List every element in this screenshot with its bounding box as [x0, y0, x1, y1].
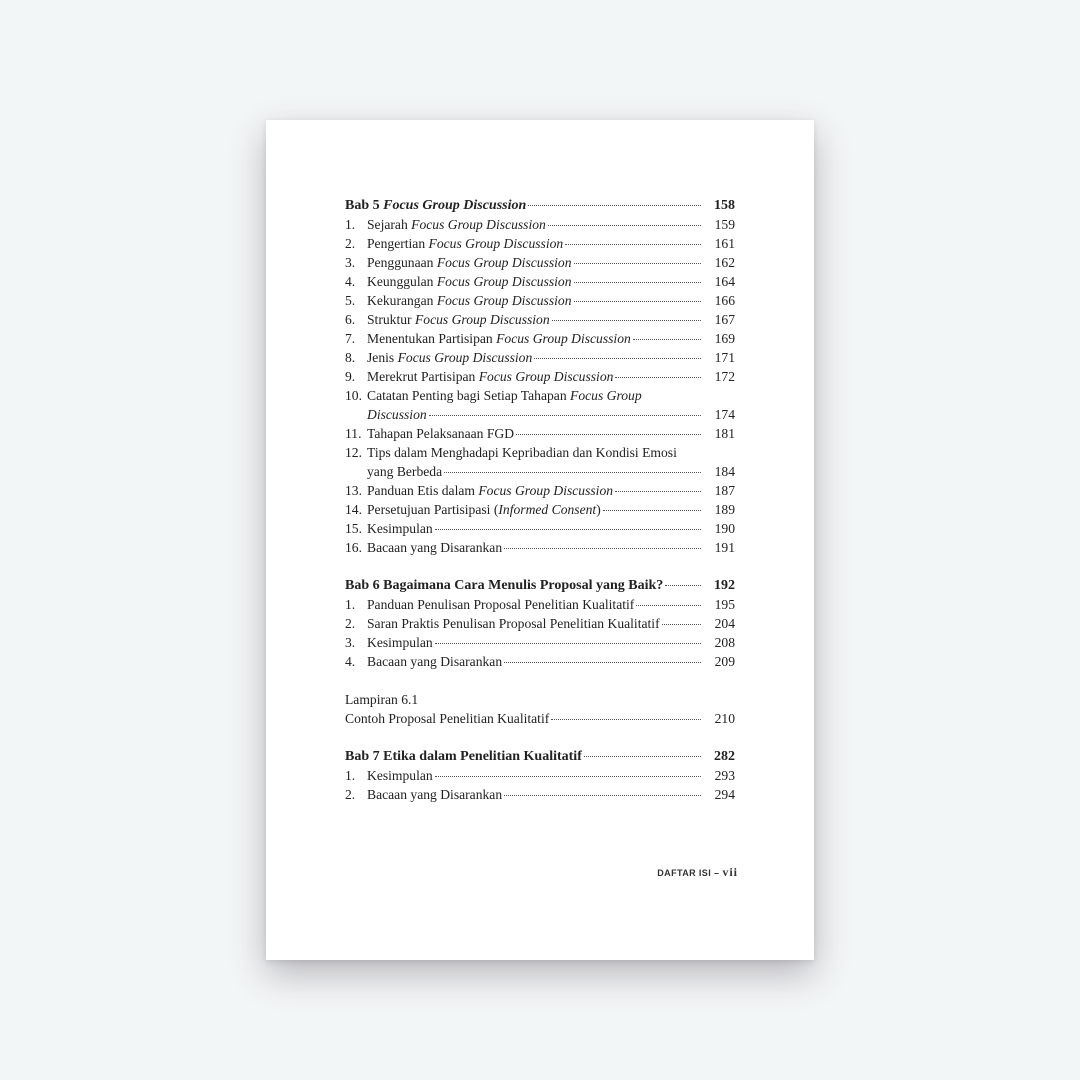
- toc-entry: 7. Menentukan Partisipan Focus Group Discussion 169: [345, 331, 735, 346]
- dot-leader: [548, 225, 701, 226]
- toc-entry: 9. Merekrut Partisipan Focus Group Discussion 172: [345, 369, 735, 384]
- toc-entry: 15. Kesimpulan 190: [345, 521, 735, 536]
- dot-leader: [574, 263, 701, 264]
- toc-entry: 11. Tahapan Pelaksanaan FGD 181: [345, 426, 735, 441]
- page-number: 192: [714, 578, 735, 593]
- toc-chapter-7: [345, 747, 735, 766]
- toc-entry: 3. Penggunaan Focus Group Discussion 162: [345, 255, 735, 270]
- dot-leader: [574, 282, 701, 283]
- toc-entry: 10. Catatan Penting bagi Setiap Tahapan Focus Group: [345, 388, 642, 403]
- dot-leader: [435, 776, 701, 777]
- dot-leader: [574, 301, 701, 302]
- toc-entry: 1. Sejarah Focus Group Discussion 159: [345, 217, 735, 232]
- chapter-title: Bab 6 Bagaimana Cara Menulis Proposal yang Baik?: [345, 578, 664, 593]
- page-number: 282: [714, 749, 735, 764]
- dot-leader: [603, 510, 701, 511]
- dot-leader: [444, 472, 701, 473]
- page-number-roman: vii: [722, 865, 738, 879]
- appendix-heading: Lampiran 6.1: [345, 692, 419, 707]
- dot-leader: [565, 244, 701, 245]
- dot-leader: [552, 320, 701, 321]
- dot-leader: [504, 548, 701, 549]
- book-page: [266, 120, 814, 960]
- dot-leader: [504, 662, 701, 663]
- page-number: 158: [714, 198, 735, 213]
- toc-entry: 6. Struktur Focus Group Discussion 167: [345, 312, 735, 327]
- dot-leader: [662, 624, 701, 625]
- toc-entry: 4. Keunggulan Focus Group Discussion 164: [345, 274, 735, 289]
- dot-leader: [516, 434, 701, 435]
- toc-entry: 3. Kesimpulan 208: [345, 635, 735, 650]
- dot-leader: [429, 415, 701, 416]
- table-of-contents: [345, 196, 735, 804]
- dot-leader: [504, 795, 701, 796]
- dot-leader: [435, 643, 701, 644]
- toc-entry: 13. Panduan Etis dalam Focus Group Discussion 187: [345, 483, 735, 498]
- dot-leader: [665, 585, 701, 586]
- footer-separator: –: [711, 868, 723, 878]
- dot-leader: [636, 605, 701, 606]
- toc-entry: 1. Panduan Penulisan Proposal Penelitian Kualitatif 195: [345, 597, 735, 612]
- dot-leader: [435, 529, 701, 530]
- toc-entry: 2. Saran Praktis Penulisan Proposal Penelitian Kualitatif 204: [345, 616, 735, 631]
- toc-entry: 5. Kekurangan Focus Group Discussion 166: [345, 293, 735, 308]
- dot-leader: [534, 358, 701, 359]
- dot-leader: [633, 339, 701, 340]
- toc-chapter-5: [345, 196, 735, 215]
- dot-leader: [528, 205, 701, 206]
- toc-entry: 4. Bacaan yang Disarankan 209: [345, 654, 735, 669]
- chapter-title: Bab 5 Focus Group Discussion: [345, 198, 527, 213]
- toc-entry-continuation: Discussion 174: [367, 407, 735, 422]
- dot-leader: [551, 719, 701, 720]
- toc-entry: 8. Jenis Focus Group Discussion 171: [345, 350, 735, 365]
- toc-entry-appendix: Contoh Proposal Penelitian Kualitatif 210: [345, 711, 735, 726]
- page-footer: [657, 865, 738, 880]
- toc-entry: 2. Pengertian Focus Group Discussion 161: [345, 236, 735, 251]
- toc-entry: 1. Kesimpulan 293: [345, 768, 735, 783]
- toc-entry-continuation: yang Berbeda 184: [367, 464, 735, 479]
- chapter-title: Bab 7 Etika dalam Penelitian Kualitatif: [345, 749, 582, 764]
- toc-entry: 16. Bacaan yang Disarankan 191: [345, 540, 735, 555]
- dot-leader: [615, 491, 701, 492]
- dot-leader: [584, 756, 701, 757]
- toc-entry: 14. Persetujuan Partisipasi (Informed Consent) 189: [345, 502, 735, 517]
- running-head: DAFTAR ISI: [657, 868, 712, 878]
- dot-leader: [615, 377, 701, 378]
- toc-entry: 12. Tips dalam Menghadapi Kepribadian dan Kondisi Emosi: [345, 445, 677, 460]
- toc-chapter-6: [345, 576, 735, 595]
- toc-entry: 2. Bacaan yang Disarankan 294: [345, 787, 735, 802]
